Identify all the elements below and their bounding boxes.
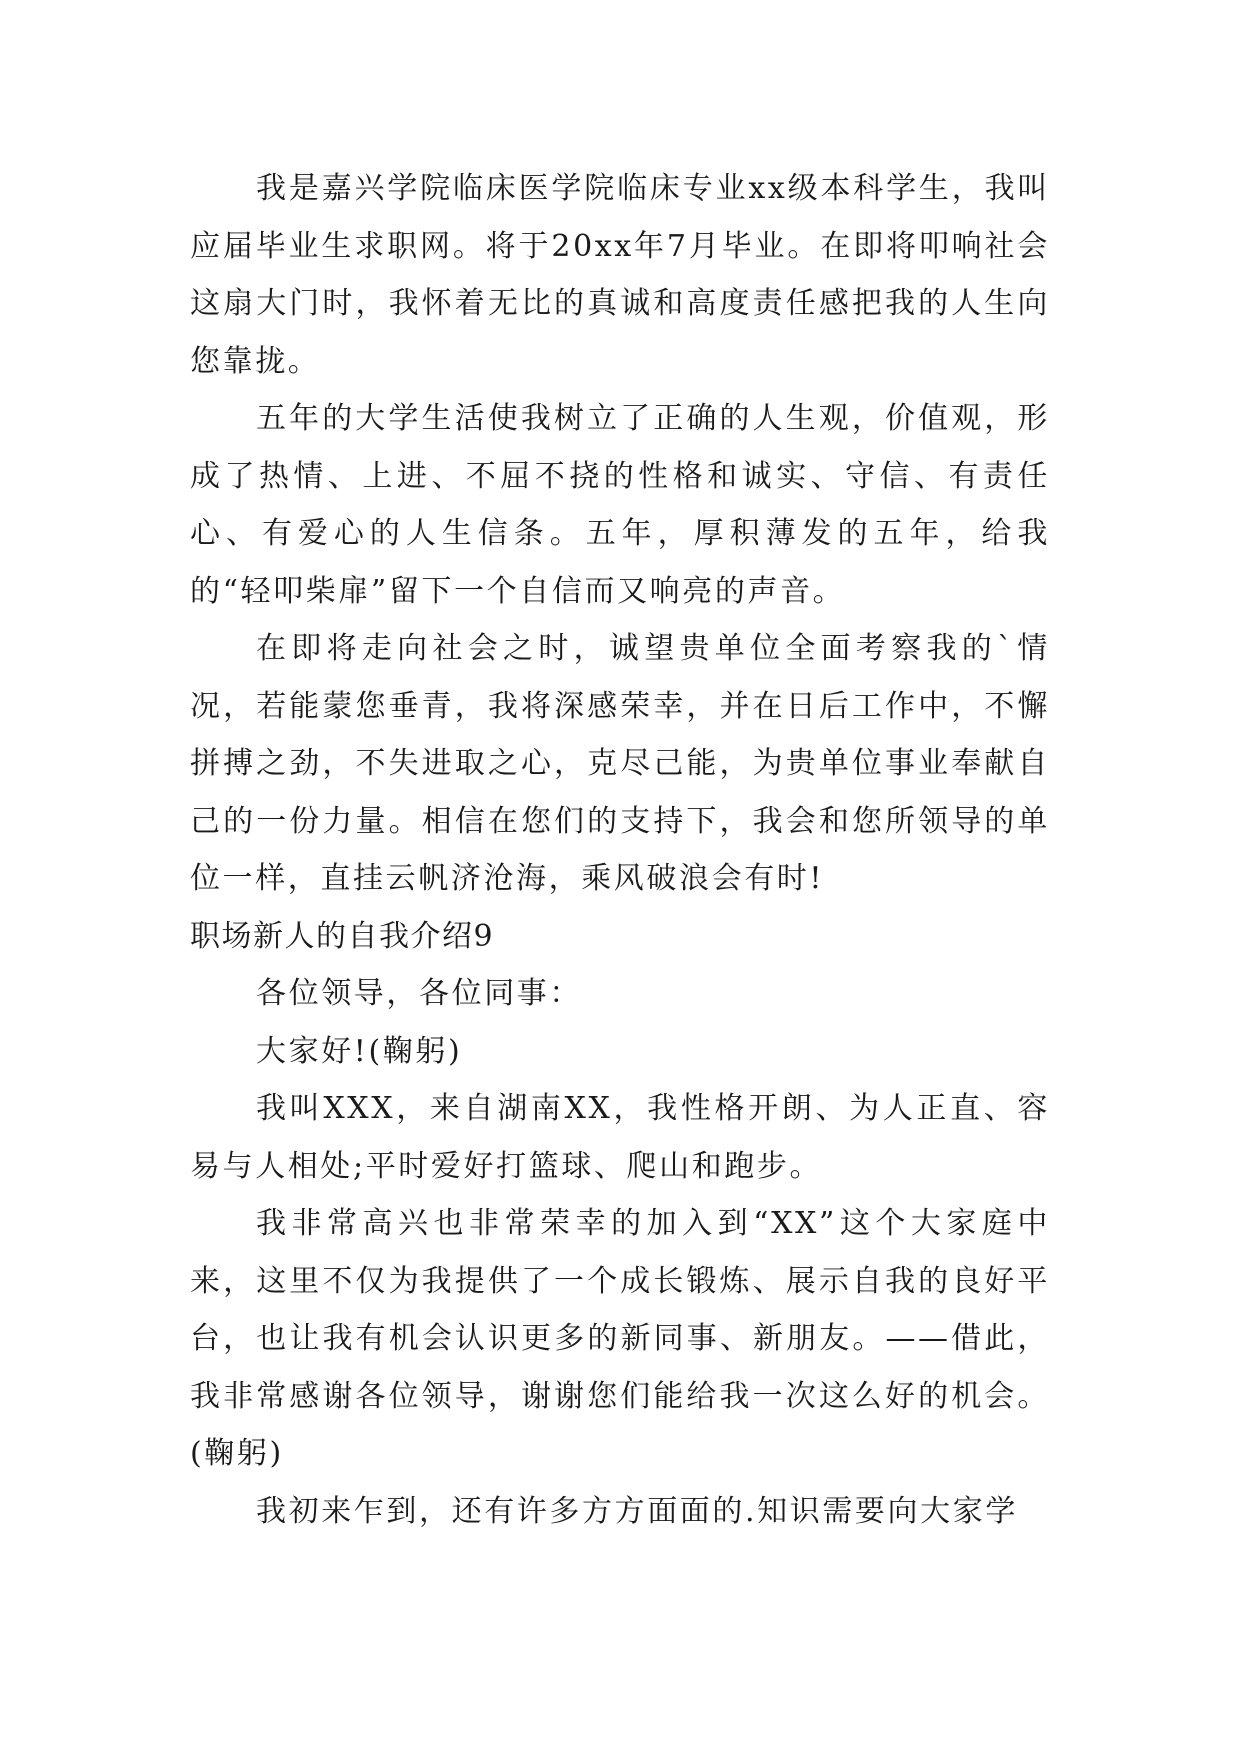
body-paragraph: 五年的大学生活使我树立了正确的人生观，价值观，形成了热情、上进、不屈不挠的性格和诚实、守信、有责任心、有爱心的人生信条。五年，厚积薄发的五年，给我的“轻叩柴扉”留下一个自信而又响亮的声音。	[190, 401, 1050, 609]
body-paragraph: 我叫XXX，来自湖南XX，我性格开朗、为人正直、容易与人相处;平时爱好打篮球、爬山和跑步。	[190, 1091, 1050, 1184]
body-paragraph: 我初来乍到，还有许多方方面面的.知识需要向大家学	[256, 1493, 1018, 1529]
body-paragraph: 我非常高兴也非常荣幸的加入到“XX”这个大家庭中来，这里不仅为我提供了一个成长锻炼、展示自我的良好平台，也让我有机会认识更多的新同事、新朋友。——借此，我非常感谢各位领导，谢谢您们能给我一次这么好的机会。(鞠躬)	[190, 1206, 1050, 1471]
document-body	[190, 160, 1050, 1540]
greeting-paragraph: 大家好!(鞠躬)	[256, 1033, 463, 1069]
section-heading: 职场新人的自我介绍9	[190, 918, 495, 954]
body-paragraph: 在即将走向社会之时，诚望贵单位全面考察我的`情况，若能蒙您垂青，我将深感荣幸，并在日后工作中，不懈拼搏之劲，不失进取之心，克尽己能，为贵单位事业奉献自己的一份力量。相信在您们的支持下，我会和您所领导的单位一样，直挂云帆济沧海，乘风破浪会有时!	[190, 631, 1050, 896]
salutation-paragraph: 各位领导，各位同事：	[256, 976, 582, 1011]
body-paragraph: 我是嘉兴学院临床医学院临床专业xx级本科学生，我叫应届毕业生求职网。将于20xx年7月毕业。在即将叩响社会这扇大门时，我怀着无比的真诚和高度责任感把我的人生向您靠拢。	[190, 171, 1050, 379]
